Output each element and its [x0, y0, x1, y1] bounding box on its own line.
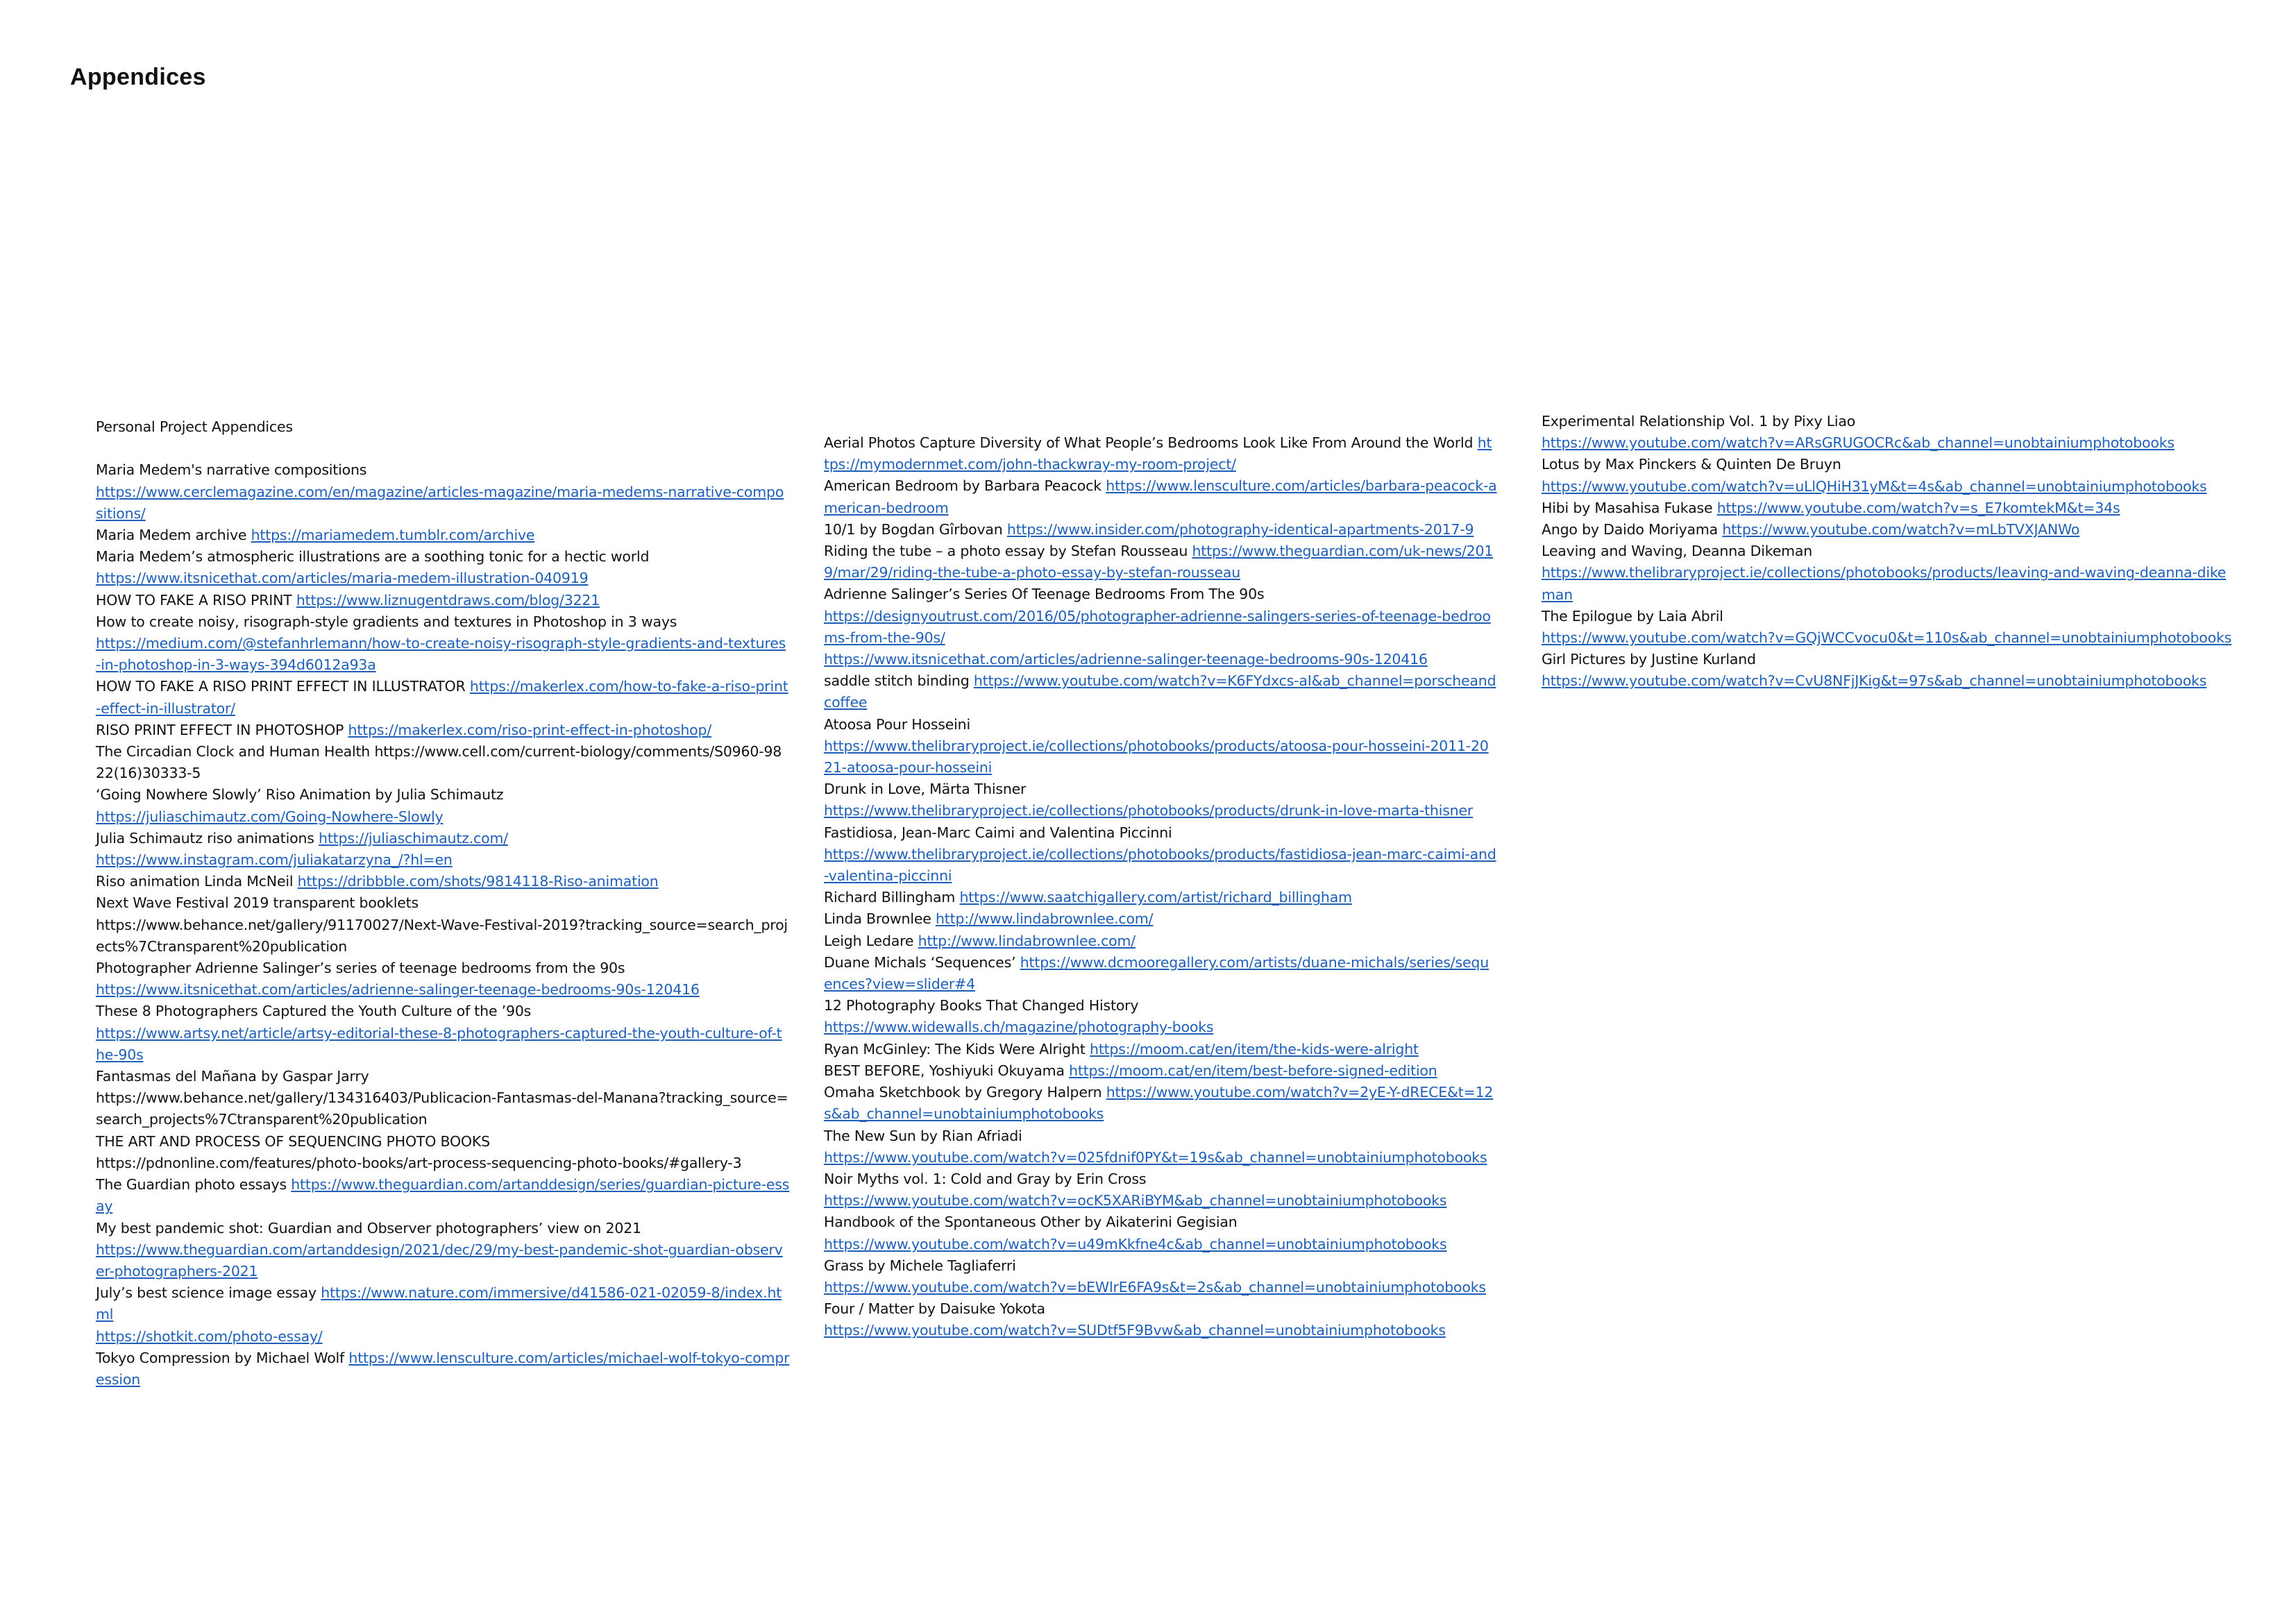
- reference-title: Handbook of the Spontaneous Other by Aikaterini Gegisian: [824, 1214, 1238, 1231]
- reference-url-text: https://www.behance.net/gallery/134316403/Publicacion-Fantasmas-del-Manana?tracking_source=search_projects%7Ctransparent%20publication: [96, 1089, 788, 1128]
- reference-entry: [824, 670, 1497, 713]
- reference-link[interactable]: https://www.thelibraryproject.ie/collections/photobooks/products/drunk-in-love-marta-thisner: [824, 802, 1474, 819]
- entry-list: [824, 432, 1497, 1342]
- reference-title: Fastidiosa, Jean-Marc Caimi and Valentina Piccinni: [824, 824, 1172, 841]
- reference-link[interactable]: https://mariamedem.tumblr.com/archive: [251, 527, 535, 543]
- reference-link[interactable]: https://www.thelibraryproject.ie/collections/photobooks/products/leaving-and-waving-deanna-dikeman: [1542, 564, 2227, 603]
- reference-link[interactable]: https://www.itsnicethat.com/articles/adrienne-salinger-teenage-bedrooms-90s-120416: [96, 981, 700, 999]
- reference-link[interactable]: https://www.youtube.com/watch?v=CvU8NFjJKig&t=97s&ab_channel=unobtainiumphotobooks: [1542, 672, 2207, 690]
- entry-list: [1542, 411, 2236, 692]
- reference-link[interactable]: https://www.artsy.net/article/artsy-editorial-these-8-photographers-captured-the-youth-culture-of-the-90s: [96, 1024, 782, 1063]
- reference-title: 10/1 by Bogdan Gîrbovan: [824, 520, 1003, 538]
- reference-entry: [824, 1060, 1497, 1082]
- reference-url-text: https://www.cell.com/current-biology/comments/S0960-9822(16)30333-5: [96, 743, 782, 782]
- column-3: [1542, 411, 2236, 692]
- reference-title: Tokyo Compression by Michael Wolf: [96, 1349, 345, 1366]
- reference-entry: [824, 887, 1497, 908]
- reference-link[interactable]: https://www.theguardian.com/artanddesign/2021/dec/29/my-best-pandemic-shot-guardian-observer-photographers-2021: [96, 1241, 783, 1280]
- reference-entry: [824, 1039, 1497, 1060]
- reference-entry: [96, 1131, 790, 1174]
- reference-link[interactable]: https://www.widewalls.ch/magazine/photography-books: [824, 1019, 1214, 1036]
- column-2: [824, 432, 1497, 1342]
- reference-entry: [96, 720, 790, 741]
- reference-entry: [1542, 498, 2236, 519]
- reference-title: Girl Pictures by Justine Kurland: [1542, 651, 1756, 668]
- reference-title: Fantasmas del Mañana by Gaspar Jarry: [96, 1068, 369, 1085]
- reference-link[interactable]: https://www.liznugentdraws.com/blog/3221: [296, 591, 600, 609]
- reference-link[interactable]: https://medium.com/@stefanhrlemann/how-to-create-noisy-risograph-style-gradients-and-textures-in-photoshop-in-3-ways-394d6012a93a: [96, 635, 786, 674]
- reference-title: Hibi by Masahisa Fukase: [1542, 499, 1713, 516]
- reference-link[interactable]: https://www.youtube.com/watch?v=ocK5XARiBYM&ab_channel=unobtainiumphotobooks: [824, 1192, 1447, 1209]
- reference-link[interactable]: https://mymodernmet.com/john-thackwray-my-room-project/: [824, 434, 1492, 473]
- reference-entry: [824, 1082, 1497, 1125]
- reference-entry: [96, 611, 790, 677]
- reference-title: American Bedroom by Barbara Peacock: [824, 477, 1101, 495]
- reference-entry: [96, 1218, 790, 1283]
- reference-link[interactable]: https://www.youtube.com/watch?v=bEWlrE6FA9s&t=2s&ab_channel=unobtainiumphotobooks: [824, 1278, 1486, 1295]
- reference-entry: [824, 908, 1497, 930]
- reference-entry: [96, 1348, 790, 1391]
- reference-title: BEST BEFORE, Yoshiyuki Okuyama: [824, 1062, 1065, 1079]
- reference-link[interactable]: https://dribbble.com/shots/9814118-Riso-animation: [297, 873, 659, 890]
- reference-title: Leigh Ledare: [824, 932, 914, 949]
- reference-entry: [1542, 649, 2236, 692]
- reference-link[interactable]: https://juliaschimautz.com/: [319, 829, 508, 847]
- reference-entry: [824, 779, 1497, 822]
- reference-entry: [96, 828, 790, 871]
- reference-link[interactable]: https://www.instagram.com/juliakatarzyna_/?hl=en: [96, 851, 453, 869]
- reference-link[interactable]: https://www.itsnicethat.com/articles/maria-medem-illustration-040919: [96, 570, 589, 587]
- reference-title: Experimental Relationship Vol. 1 by Pixy Liao: [1542, 413, 1856, 430]
- reference-link[interactable]: https://shotkit.com/photo-essay/: [96, 1327, 323, 1345]
- reference-entry: [96, 1174, 790, 1217]
- reference-link[interactable]: https://www.youtube.com/watch?v=2yE-Y-dRECE&t=12s&ab_channel=unobtainiumphotobooks: [824, 1084, 1494, 1123]
- reference-title: saddle stitch binding: [824, 672, 970, 690]
- reference-title: RISO PRINT EFFECT IN PHOTOSHOP: [96, 721, 344, 738]
- reference-title: The Circadian Clock and Human Health: [96, 743, 371, 760]
- reference-entry: [1542, 541, 2236, 606]
- reference-title: Next Wave Festival 2019 transparent booklets: [96, 894, 419, 912]
- reference-title: 12 Photography Books That Changed History: [824, 997, 1139, 1014]
- column-1: [96, 416, 790, 1391]
- reference-entry: [96, 892, 790, 958]
- reference-link[interactable]: https://designyoutrust.com/2016/05/photographer-adrienne-salingers-series-of-teenage-bedrooms-from-the-90s/: [824, 607, 1491, 646]
- page-title: Appendices: [70, 64, 206, 90]
- reference-entry: [96, 676, 790, 719]
- reference-link[interactable]: https://www.cerclemagazine.com/en/magazine/articles-magazine/maria-medems-narrative-compositions/: [96, 483, 784, 522]
- reference-entry: [96, 459, 790, 525]
- reference-entry: [824, 1125, 1497, 1169]
- reference-entry: [1542, 606, 2236, 649]
- reference-title: Ryan McGinley: The Kids Were Alright: [824, 1040, 1086, 1057]
- reference-entry: [96, 784, 790, 827]
- reference-title: Duane Michals ‘Sequences’: [824, 953, 1016, 971]
- reference-url-text: https://pdnonline.com/features/photo-books/art-process-sequencing-photo-books/#gallery-3: [96, 1154, 742, 1171]
- reference-link[interactable]: https://www.insider.com/photography-identical-apartments-2017-9: [1006, 520, 1474, 538]
- reference-title: Noir Myths vol. 1: Cold and Gray by Erin Cross: [824, 1170, 1147, 1187]
- section-heading: Personal Project Appendices: [96, 418, 293, 435]
- reference-title: Richard Billingham: [824, 889, 956, 906]
- reference-title: July’s best science image essay: [96, 1284, 316, 1302]
- reference-link[interactable]: https://www.theguardian.com/uk-news/2019/mar/29/riding-the-tube-a-photo-essay-by-stefan-rousseau: [824, 543, 1494, 581]
- reference-link[interactable]: https://www.youtube.com/watch?v=s_E7komtekM&t=34s: [1716, 499, 2120, 516]
- reference-title: Drunk in Love, Märta Thisner: [824, 781, 1027, 798]
- reference-title: THE ART AND PROCESS OF SEQUENCING PHOTO BOOKS: [96, 1132, 490, 1150]
- reference-entry: [96, 958, 790, 1001]
- reference-title: Maria Medem archive: [96, 527, 247, 543]
- reference-title: Photographer Adrienne Salinger’s series of teenage bedrooms from the 90s: [96, 960, 625, 977]
- reference-title: Maria Medem's narrative compositions: [96, 461, 367, 479]
- reference-link[interactable]: https://www.dcmooregallery.com/artists/duane-michals/series/sequences?view=slider#4: [824, 953, 1489, 993]
- reference-link[interactable]: https://www.lensculture.com/articles/michael-wolf-tokyo-compression: [96, 1349, 790, 1388]
- reference-entry: [1542, 411, 2236, 454]
- reference-title: Lotus by Max Pinckers & Quinten De Bruyn: [1542, 456, 1841, 473]
- reference-link[interactable]: https://www.youtube.com/watch?v=u49mKkfne4c&ab_channel=unobtainiumphotobooks: [824, 1235, 1447, 1252]
- reference-url-text: https://www.behance.net/gallery/91170027/Next-Wave-Festival-2019?tracking_source=search_projects%7Ctransparent%20publication: [96, 916, 788, 955]
- reference-entry: [1542, 519, 2236, 541]
- reference-link[interactable]: https://www.thelibraryproject.ie/collections/photobooks/products/fastidiosa-jean-marc-caimi-and-valentina-piccinni: [824, 845, 1496, 885]
- reference-title: Omaha Sketchbook by Gregory Halpern: [824, 1084, 1102, 1101]
- reference-link[interactable]: https://www.youtube.com/watch?v=SUDtf5F9Bvw&ab_channel=unobtainiumphotobooks: [824, 1322, 1446, 1339]
- reference-link[interactable]: https://juliaschimautz.com/Going-Nowhere-Slowly: [96, 808, 444, 825]
- reference-link[interactable]: https://www.saatchigallery.com/artist/richard_billingham: [959, 889, 1352, 906]
- reference-link[interactable]: https://makerlex.com/riso-print-effect-in-photoshop/: [348, 721, 712, 738]
- reference-link[interactable]: https://www.thelibraryproject.ie/collections/photobooks/products/atoosa-pour-hosseini-2011-2021-atoosa-pour-hosseini: [824, 737, 1489, 776]
- reference-entry: [824, 931, 1497, 952]
- reference-entry: [824, 1169, 1497, 1212]
- reference-title: The Epilogue by Laia Abril: [1542, 607, 1723, 624]
- reference-title: How to create noisy, risograph-style gradients and textures in Photoshop in 3 ways: [96, 613, 677, 630]
- reference-entry: [96, 1066, 790, 1131]
- reference-title: ‘Going Nowhere Slowly’ Riso Animation by Julia Schimautz: [96, 786, 504, 804]
- reference-title: My best pandemic shot: Guardian and Observer photographers’ view on 2021: [96, 1219, 641, 1237]
- reference-link[interactable]: https://makerlex.com/how-to-fake-a-riso-print-effect-in-illustrator/: [96, 678, 788, 717]
- reference-title: Maria Medem’s atmospheric illustrations are a soothing tonic for a hectic world: [96, 548, 650, 566]
- reference-entry: [824, 1212, 1497, 1255]
- reference-entry: [824, 432, 1497, 475]
- reference-link[interactable]: https://www.youtube.com/watch?v=uLlQHiH31yM&t=4s&ab_channel=unobtainiumphotobooks: [1542, 477, 2207, 495]
- reference-title: These 8 Photographers Captured the Youth Culture of the ’90s: [96, 1003, 532, 1020]
- reference-title: Atoosa Pour Hosseini: [824, 715, 970, 733]
- reference-title: Grass by Michele Tagliaferri: [824, 1257, 1016, 1274]
- reference-entry: [824, 1298, 1497, 1341]
- reference-title: Linda Brownlee: [824, 910, 931, 928]
- reference-link[interactable]: http://www.lindabrownlee.com/: [918, 932, 1136, 949]
- reference-entry: [824, 519, 1497, 541]
- entry-list: [96, 459, 790, 1391]
- reference-entry: [824, 584, 1497, 670]
- reference-entry: [824, 714, 1497, 779]
- reference-title: Four / Matter by Daisuke Yokota: [824, 1300, 1045, 1318]
- reference-link[interactable]: https://moom.cat/en/item/best-before-signed-edition: [1069, 1062, 1437, 1079]
- reference-entry: [824, 952, 1497, 995]
- reference-entry: [96, 525, 790, 546]
- reference-title: HOW TO FAKE A RISO PRINT EFFECT IN ILLUSTRATOR: [96, 678, 466, 695]
- reference-entry: [824, 1255, 1497, 1298]
- reference-link[interactable]: https://www.youtube.com/watch?v=GQjWCCvocu0&t=110s&ab_channel=unobtainiumphotobooks: [1542, 629, 2232, 647]
- reference-entry: [96, 1282, 790, 1348]
- reference-link[interactable]: http://www.lindabrownlee.com/: [936, 910, 1154, 928]
- reference-title: Riding the tube – a photo essay by Stefan Rousseau: [824, 543, 1188, 560]
- reference-link[interactable]: https://www.nature.com/immersive/d41586-021-02059-8/index.html: [96, 1284, 782, 1323]
- reference-entry: [96, 871, 790, 892]
- reference-title: Ango by Daido Moriyama: [1542, 521, 1719, 538]
- reference-link[interactable]: https://www.youtube.com/watch?v=K6FYdxcs-aI&ab_channel=porscheandcoffee: [824, 672, 1496, 711]
- reference-entry: [96, 1001, 790, 1066]
- reference-entry: [824, 475, 1497, 518]
- reference-title: The New Sun by Rian Afriadi: [824, 1127, 1022, 1144]
- reference-title: HOW TO FAKE A RISO PRINT: [96, 591, 292, 609]
- reference-entry: [824, 995, 1497, 1038]
- reference-entry: [824, 822, 1497, 887]
- reference-entry: [824, 541, 1497, 584]
- reference-title: Aerial Photos Capture Diversity of What People’s Bedrooms Look Like From Around the World: [824, 434, 1474, 451]
- reference-link[interactable]: https://www.theguardian.com/artanddesign/series/guardian-picture-essay: [96, 1176, 790, 1215]
- reference-link[interactable]: https://www.youtube.com/watch?v=025fdnif0PY&t=19s&ab_channel=unobtainiumphotobooks: [824, 1148, 1487, 1166]
- reference-entry: [96, 741, 790, 784]
- reference-title: Julia Schimautz riso animations: [96, 829, 314, 847]
- reference-link[interactable]: https://www.itsnicethat.com/articles/adrienne-salinger-teenage-bedrooms-90s-120416: [824, 651, 1428, 668]
- reference-entry: [1542, 454, 2236, 497]
- reference-title: Adrienne Salinger’s Series Of Teenage Bedrooms From The 90s: [824, 586, 1265, 603]
- reference-entry: [96, 590, 790, 611]
- reference-link[interactable]: https://moom.cat/en/item/the-kids-were-alright: [1090, 1040, 1419, 1057]
- reference-title: The Guardian photo essays: [96, 1176, 287, 1193]
- reference-title: Riso animation Linda McNeil: [96, 873, 294, 890]
- reference-entry: [96, 546, 790, 589]
- reference-link[interactable]: https://www.youtube.com/watch?v=mLbTVXJANWo: [1722, 521, 2080, 538]
- reference-link[interactable]: https://www.youtube.com/watch?v=ARsGRUGOCRc&ab_channel=unobtainiumphotobooks: [1542, 434, 2175, 452]
- reference-title: Leaving and Waving, Deanna Dikeman: [1542, 543, 1813, 560]
- reference-link[interactable]: https://www.lensculture.com/articles/barbara-peacock-american-bedroom: [824, 477, 1497, 516]
